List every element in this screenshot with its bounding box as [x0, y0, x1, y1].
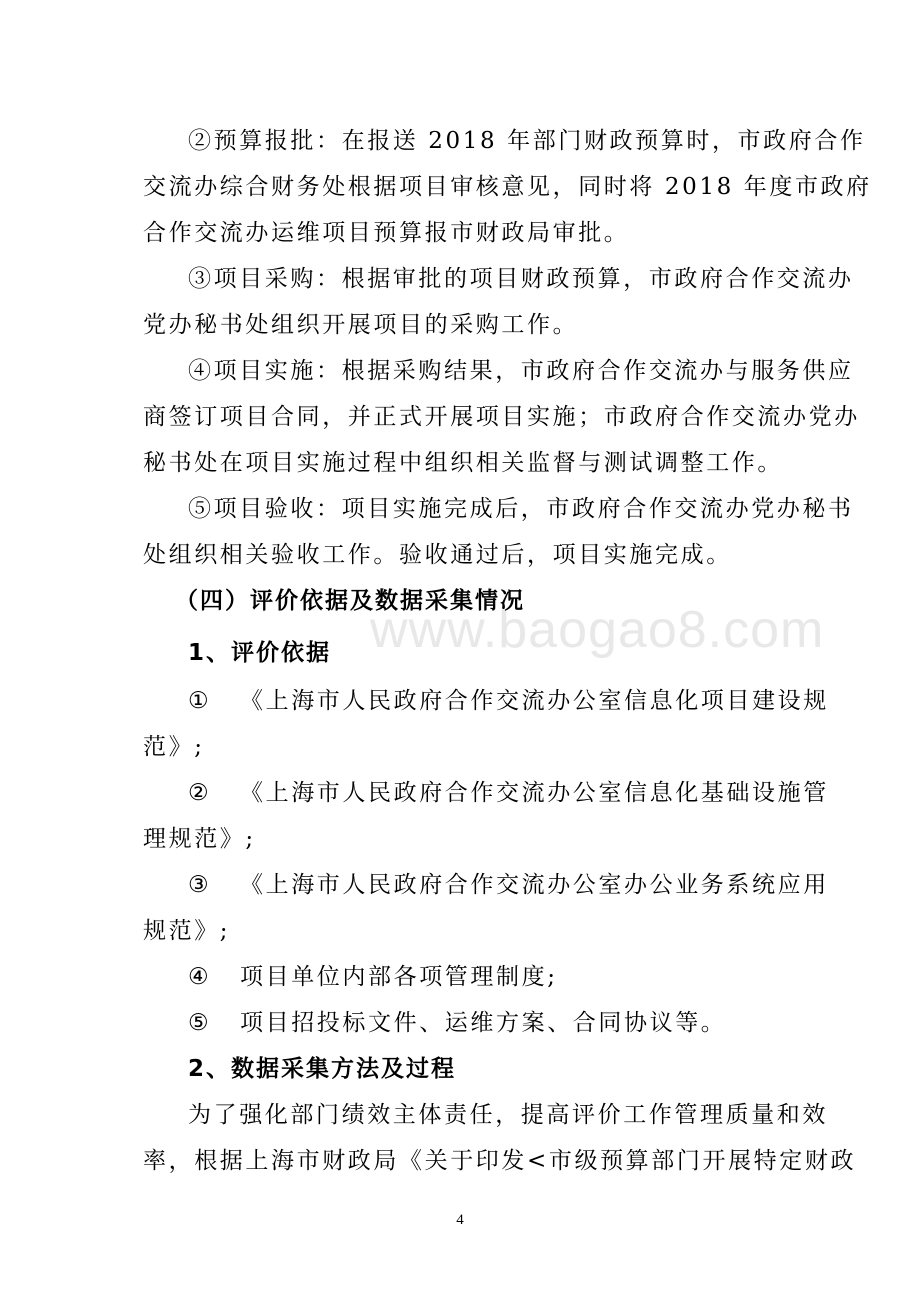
- watermark: www.baogao8.com: [370, 601, 825, 659]
- step-4-line-3: 秘书处在项目实施过程中组织相关监督与测试调整工作。: [143, 450, 783, 476]
- step-5-line-2: 处组织相关验收工作。验收通过后，项目实施完成。: [143, 542, 732, 568]
- step-2-line-3: 合作交流办运维项目预算报市财政局审批。: [143, 220, 630, 246]
- basis-item-number: ③: [188, 872, 212, 898]
- basis-item-text: 《上海市人民政府合作交流办公室信息化项目建设规: [240, 688, 829, 714]
- basis-item-continuation: 范》;: [143, 734, 205, 760]
- basis-item: [188, 1008, 783, 1038]
- step-3-line-1: ③项目采购：根据审批的项目财政预算，市政府合作交流办: [188, 266, 854, 292]
- basis-item-number: ②: [188, 780, 212, 806]
- step-2-line-1: ②预算报批：在报送 2018 年部门财政预算时，市政府合作: [188, 128, 866, 154]
- section-heading: （四）评价依据及数据采集情况: [175, 588, 525, 614]
- basis-item: [188, 778, 829, 808]
- basis-item-text: 项目单位内部各项管理制度;: [240, 964, 558, 990]
- basis-item: [188, 686, 829, 716]
- basis-item: [188, 962, 783, 992]
- page-number: 4: [456, 1212, 464, 1228]
- basis-item-text: 《上海市人民政府合作交流办公室办公业务系统应用: [240, 872, 829, 898]
- basis-item-continuation: 规范》;: [143, 918, 231, 944]
- step-5-line-1: ⑤项目验收：项目实施完成后，市政府合作交流办党办秘书: [188, 496, 854, 522]
- basis-item: [188, 870, 829, 900]
- basis-item-number: ①: [188, 688, 212, 714]
- basis-heading: 1、评价依据: [188, 640, 332, 666]
- data-collection-heading: 2、数据采集方法及过程: [188, 1056, 457, 1082]
- step-2-line-2: 交流办综合财务处根据项目审核意见，同时将 2018 年度市政府: [143, 174, 872, 200]
- basis-item-continuation: 理规范》;: [143, 826, 256, 852]
- basis-item-number: ④: [188, 964, 212, 990]
- step-4-line-2: 商签订项目合同，并正式开展项目实施；市政府合作交流办党办: [143, 404, 860, 430]
- basis-item-number: ⑤: [188, 1010, 212, 1036]
- data-collection-line-1: 为了强化部门绩效主体责任，提高评价工作管理质量和效: [188, 1102, 828, 1128]
- step-4-line-1: ④项目实施：根据采购结果，市政府合作交流办与服务供应: [188, 358, 854, 384]
- data-collection-line-2: 率，根据上海市财政局《关于印发<市级预算部门开展特定财政: [143, 1148, 857, 1174]
- basis-item-text: 《上海市人民政府合作交流办公室信息化基础设施管: [240, 780, 829, 806]
- basis-item-text: 项目招投标文件、运维方案、合同协议等。: [240, 1010, 727, 1036]
- step-3-line-2: 党办秘书处组织开展项目的采购工作。: [143, 312, 579, 338]
